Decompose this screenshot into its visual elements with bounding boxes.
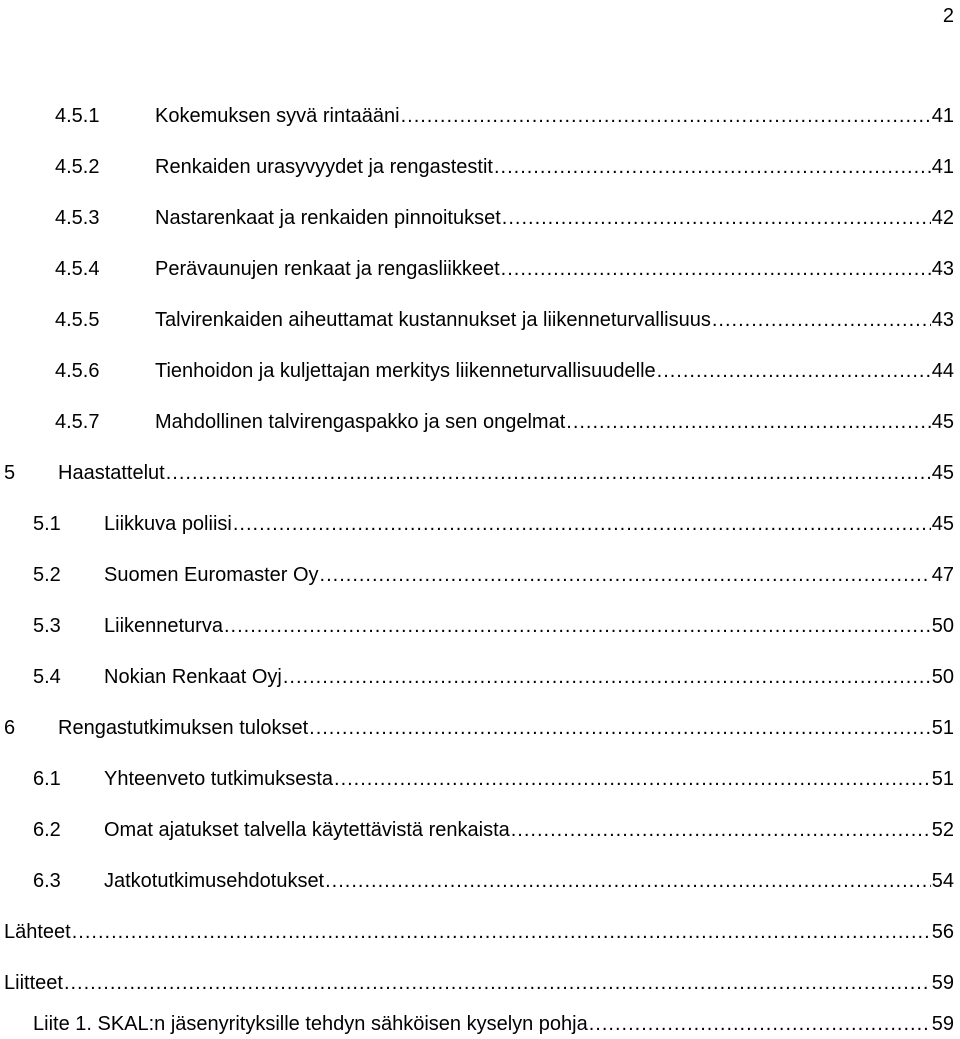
- toc-entry[interactable]: [0, 203, 960, 233]
- toc-entry[interactable]: [0, 764, 960, 794]
- toc-entry-title: Omat ajatukset talvella käytettävistä renkaista: [104, 819, 510, 841]
- toc-entry[interactable]: [0, 305, 960, 335]
- dot-leader: [589, 1009, 931, 1039]
- dot-leader: [657, 356, 931, 386]
- toc-entry-title: Liikenneturva: [104, 615, 223, 637]
- toc-entry-page: 41: [931, 156, 954, 178]
- toc-entry-title: Perävaunujen renkaat ja rengasliikkeet: [155, 258, 500, 280]
- toc-entry-number: 4.5.6: [55, 360, 100, 382]
- dot-leader: [334, 764, 931, 794]
- toc-entry-number: 5: [4, 462, 16, 484]
- dot-leader: [233, 509, 931, 539]
- toc-entry-page: 59: [931, 1013, 954, 1035]
- toc-entry-number: 6: [4, 717, 16, 739]
- toc-entry-page: 42: [931, 207, 954, 229]
- toc-entry[interactable]: [0, 407, 960, 437]
- dot-leader: [501, 254, 931, 284]
- toc-entry-page: 51: [931, 717, 954, 739]
- toc-entry-number: 4.5.2: [55, 156, 100, 178]
- dot-leader: [566, 407, 930, 437]
- toc-entry-title: Liikkuva poliisi: [104, 513, 232, 535]
- toc-entry-number: 6.1: [33, 768, 61, 790]
- toc-entry-title: Liite 1. SKAL:n jäsenyrityksille tehdyn sähköisen kyselyn pohja: [33, 1013, 588, 1035]
- toc-entry-page: 45: [931, 411, 954, 433]
- toc-entry-page: 45: [931, 513, 954, 535]
- dot-leader: [283, 662, 931, 692]
- toc-entry-title: Talvirenkaiden aiheuttamat kustannukset ja liikenneturvallisuus: [155, 309, 711, 331]
- toc-entry[interactable]: [0, 152, 960, 182]
- toc-entry-page: 56: [931, 921, 954, 943]
- toc-entry-number: 5.2: [33, 564, 61, 586]
- toc-entry-title: Suomen Euromaster Oy: [104, 564, 319, 586]
- toc-entry-title: Nastarenkaat ja renkaiden pinnoitukset: [155, 207, 501, 229]
- toc-entry[interactable]: [0, 356, 960, 386]
- toc-entry-page: 45: [931, 462, 954, 484]
- toc-entry-number: 4.5.1: [55, 105, 100, 127]
- toc-entry-number: 5.1: [33, 513, 61, 535]
- dot-leader: [224, 611, 931, 641]
- toc-entry-page: 43: [931, 258, 954, 280]
- toc-entry[interactable]: [0, 866, 960, 896]
- toc-entry[interactable]: [0, 917, 960, 947]
- dot-leader: [309, 713, 931, 743]
- toc-entry-number: 5.4: [33, 666, 61, 688]
- dot-leader: [72, 917, 931, 947]
- toc-entry-number: 6.2: [33, 819, 61, 841]
- dot-leader: [320, 560, 931, 590]
- toc-entry[interactable]: [0, 713, 960, 743]
- toc-entry[interactable]: [0, 101, 960, 131]
- toc-entry[interactable]: [0, 1009, 960, 1039]
- toc-entry-title: Nokian Renkaat Oyj: [104, 666, 282, 688]
- toc-entry-page: 59: [931, 972, 954, 994]
- toc-entry-title: Tienhoidon ja kuljettajan merkitys liikenneturvallisuudelle: [155, 360, 656, 382]
- dot-leader: [511, 815, 931, 845]
- page-number: 2: [942, 5, 954, 27]
- toc-entry-number: 5.3: [33, 615, 61, 637]
- toc-entry[interactable]: [0, 815, 960, 845]
- dot-leader: [64, 968, 931, 998]
- toc-entry-page: 47: [931, 564, 954, 586]
- toc-entry-number: 4.5.3: [55, 207, 100, 229]
- dot-leader: [325, 866, 931, 896]
- toc-entry-page: 41: [931, 105, 954, 127]
- dot-leader: [166, 458, 931, 488]
- toc-entry-page: 52: [931, 819, 954, 841]
- toc-entry[interactable]: [0, 662, 960, 692]
- toc-entry-title: Jatkotutkimusehdotukset: [104, 870, 325, 892]
- dot-leader: [401, 101, 931, 131]
- toc-entry-number: 4.5.5: [55, 309, 100, 331]
- toc-entry-page: 50: [931, 666, 954, 688]
- dot-leader: [494, 152, 931, 182]
- toc-entry-page: 51: [931, 768, 954, 790]
- toc-entry-title: Yhteenveto tutkimuksesta: [104, 768, 334, 790]
- toc-entry-title: Haastattelut: [58, 462, 165, 484]
- toc-entry-page: 44: [931, 360, 954, 382]
- toc-entry-title: Kokemuksen syvä rintaääni: [155, 105, 400, 127]
- toc-entry-page: 43: [931, 309, 954, 331]
- dot-leader: [502, 203, 931, 233]
- toc-entry-title: Liitteet: [4, 972, 63, 994]
- toc-entry[interactable]: [0, 254, 960, 284]
- toc-entry-number: 4.5.7: [55, 411, 100, 433]
- toc-entry[interactable]: [0, 560, 960, 590]
- toc-entry[interactable]: [0, 611, 960, 641]
- dot-leader: [712, 305, 931, 335]
- toc-entry-page: 50: [931, 615, 954, 637]
- toc-entry[interactable]: [0, 509, 960, 539]
- toc-entry-page: 54: [931, 870, 954, 892]
- toc-entry-title: Rengastutkimuksen tulokset: [58, 717, 309, 739]
- toc-entry[interactable]: [0, 458, 960, 488]
- toc-entry-title: Lähteet: [4, 921, 71, 943]
- toc-entry-number: 6.3: [33, 870, 61, 892]
- toc-entry-title: Renkaiden urasyvyydet ja rengastestit: [155, 156, 493, 178]
- toc-entry-number: 4.5.4: [55, 258, 100, 280]
- toc-entry[interactable]: [0, 968, 960, 998]
- toc-entry-title: Mahdollinen talvirengaspakko ja sen ongelmat: [155, 411, 566, 433]
